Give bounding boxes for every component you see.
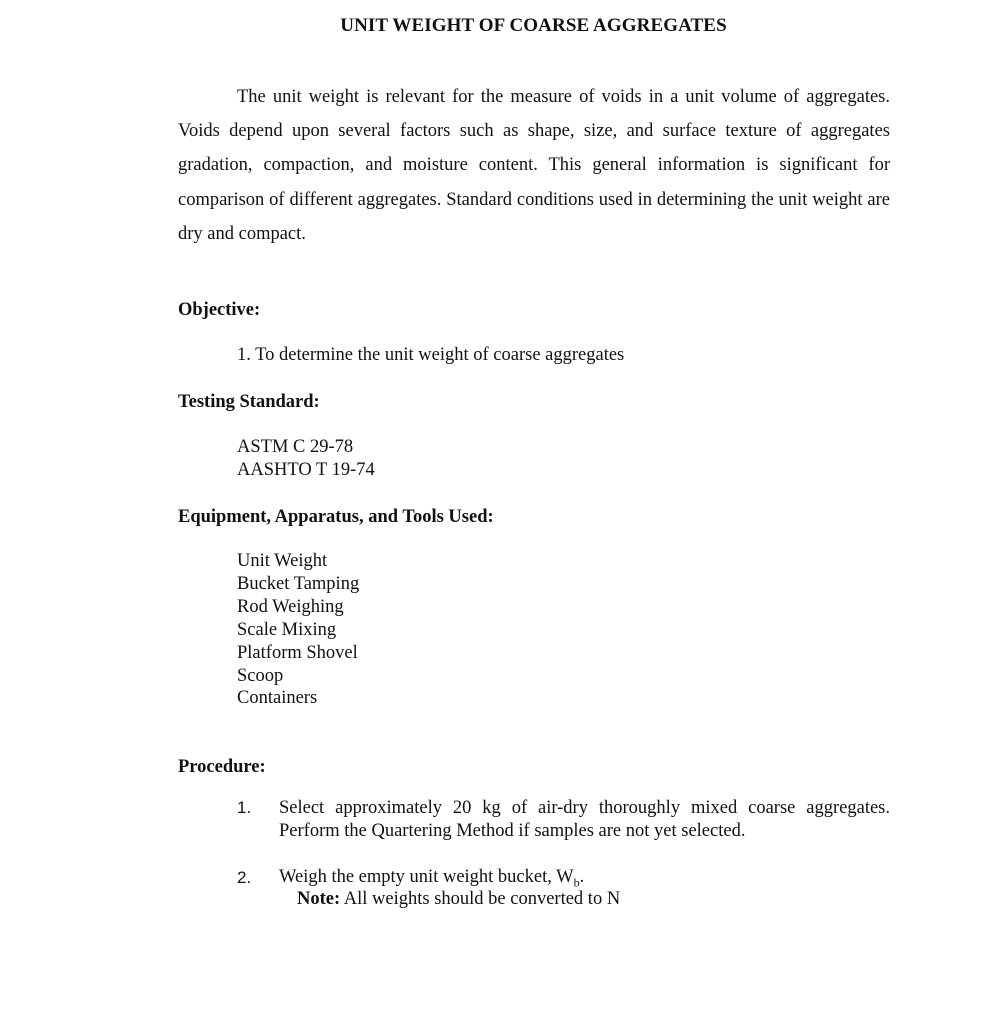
- document-title: UNIT WEIGHT OF COARSE AGGREGATES: [340, 15, 727, 36]
- standard-item-astm: ASTM C 29-78: [237, 437, 354, 457]
- procedure-heading: Procedure:: [178, 757, 266, 777]
- equipment-item: Rod Weighing: [237, 596, 344, 617]
- step-text-end: .: [579, 867, 585, 887]
- equipment-item: Containers: [237, 688, 318, 709]
- equipment-item: Scoop: [237, 665, 284, 686]
- testing-standard-list: [237, 436, 375, 482]
- equipment-heading: Equipment, Apparatus, and Tools Used:: [178, 507, 494, 527]
- equipment-list: [237, 550, 359, 710]
- equipment-item: Unit Weight: [237, 551, 328, 571]
- note-label: Note:: [297, 889, 341, 909]
- standard-item-aashto: AASHTO T 19-74: [237, 459, 375, 480]
- equipment-item: Scale Mixing: [237, 619, 337, 640]
- equipment-item: Platform Shovel: [237, 642, 358, 663]
- step-text-subscript: b: [573, 875, 580, 890]
- procedure-note: [297, 889, 620, 910]
- procedure-step-number: 1.: [237, 798, 252, 817]
- equipment-item: Bucket Tamping: [237, 573, 360, 594]
- procedure-step-number: 2.: [237, 868, 252, 887]
- testing-standard-heading: Testing Standard:: [178, 392, 320, 412]
- procedure-step-text: Select approximately 20 kg of air-dry thoroughly mixed coarse aggregates. Perform the Quartering Method if samples are not yet selected.: [279, 798, 890, 841]
- objective-item: 1. To determine the unit weight of coarse aggregates: [237, 345, 625, 365]
- note-text: All weights should be converted to N: [340, 889, 621, 909]
- step-text-main: Weigh the empty unit weight bucket, W: [279, 867, 574, 887]
- intro-paragraph: The unit weight is relevant for the measure of voids in a unit volume of aggregates. Voids depend upon several factors such as shape, size, and surface texture of aggregates gradation, compaction, and moisture content. This general information is significant for comparison of different aggregates. Standard conditions used in determining the unit weight are dry and compact.: [178, 87, 890, 244]
- objective-heading: Objective:: [178, 300, 261, 320]
